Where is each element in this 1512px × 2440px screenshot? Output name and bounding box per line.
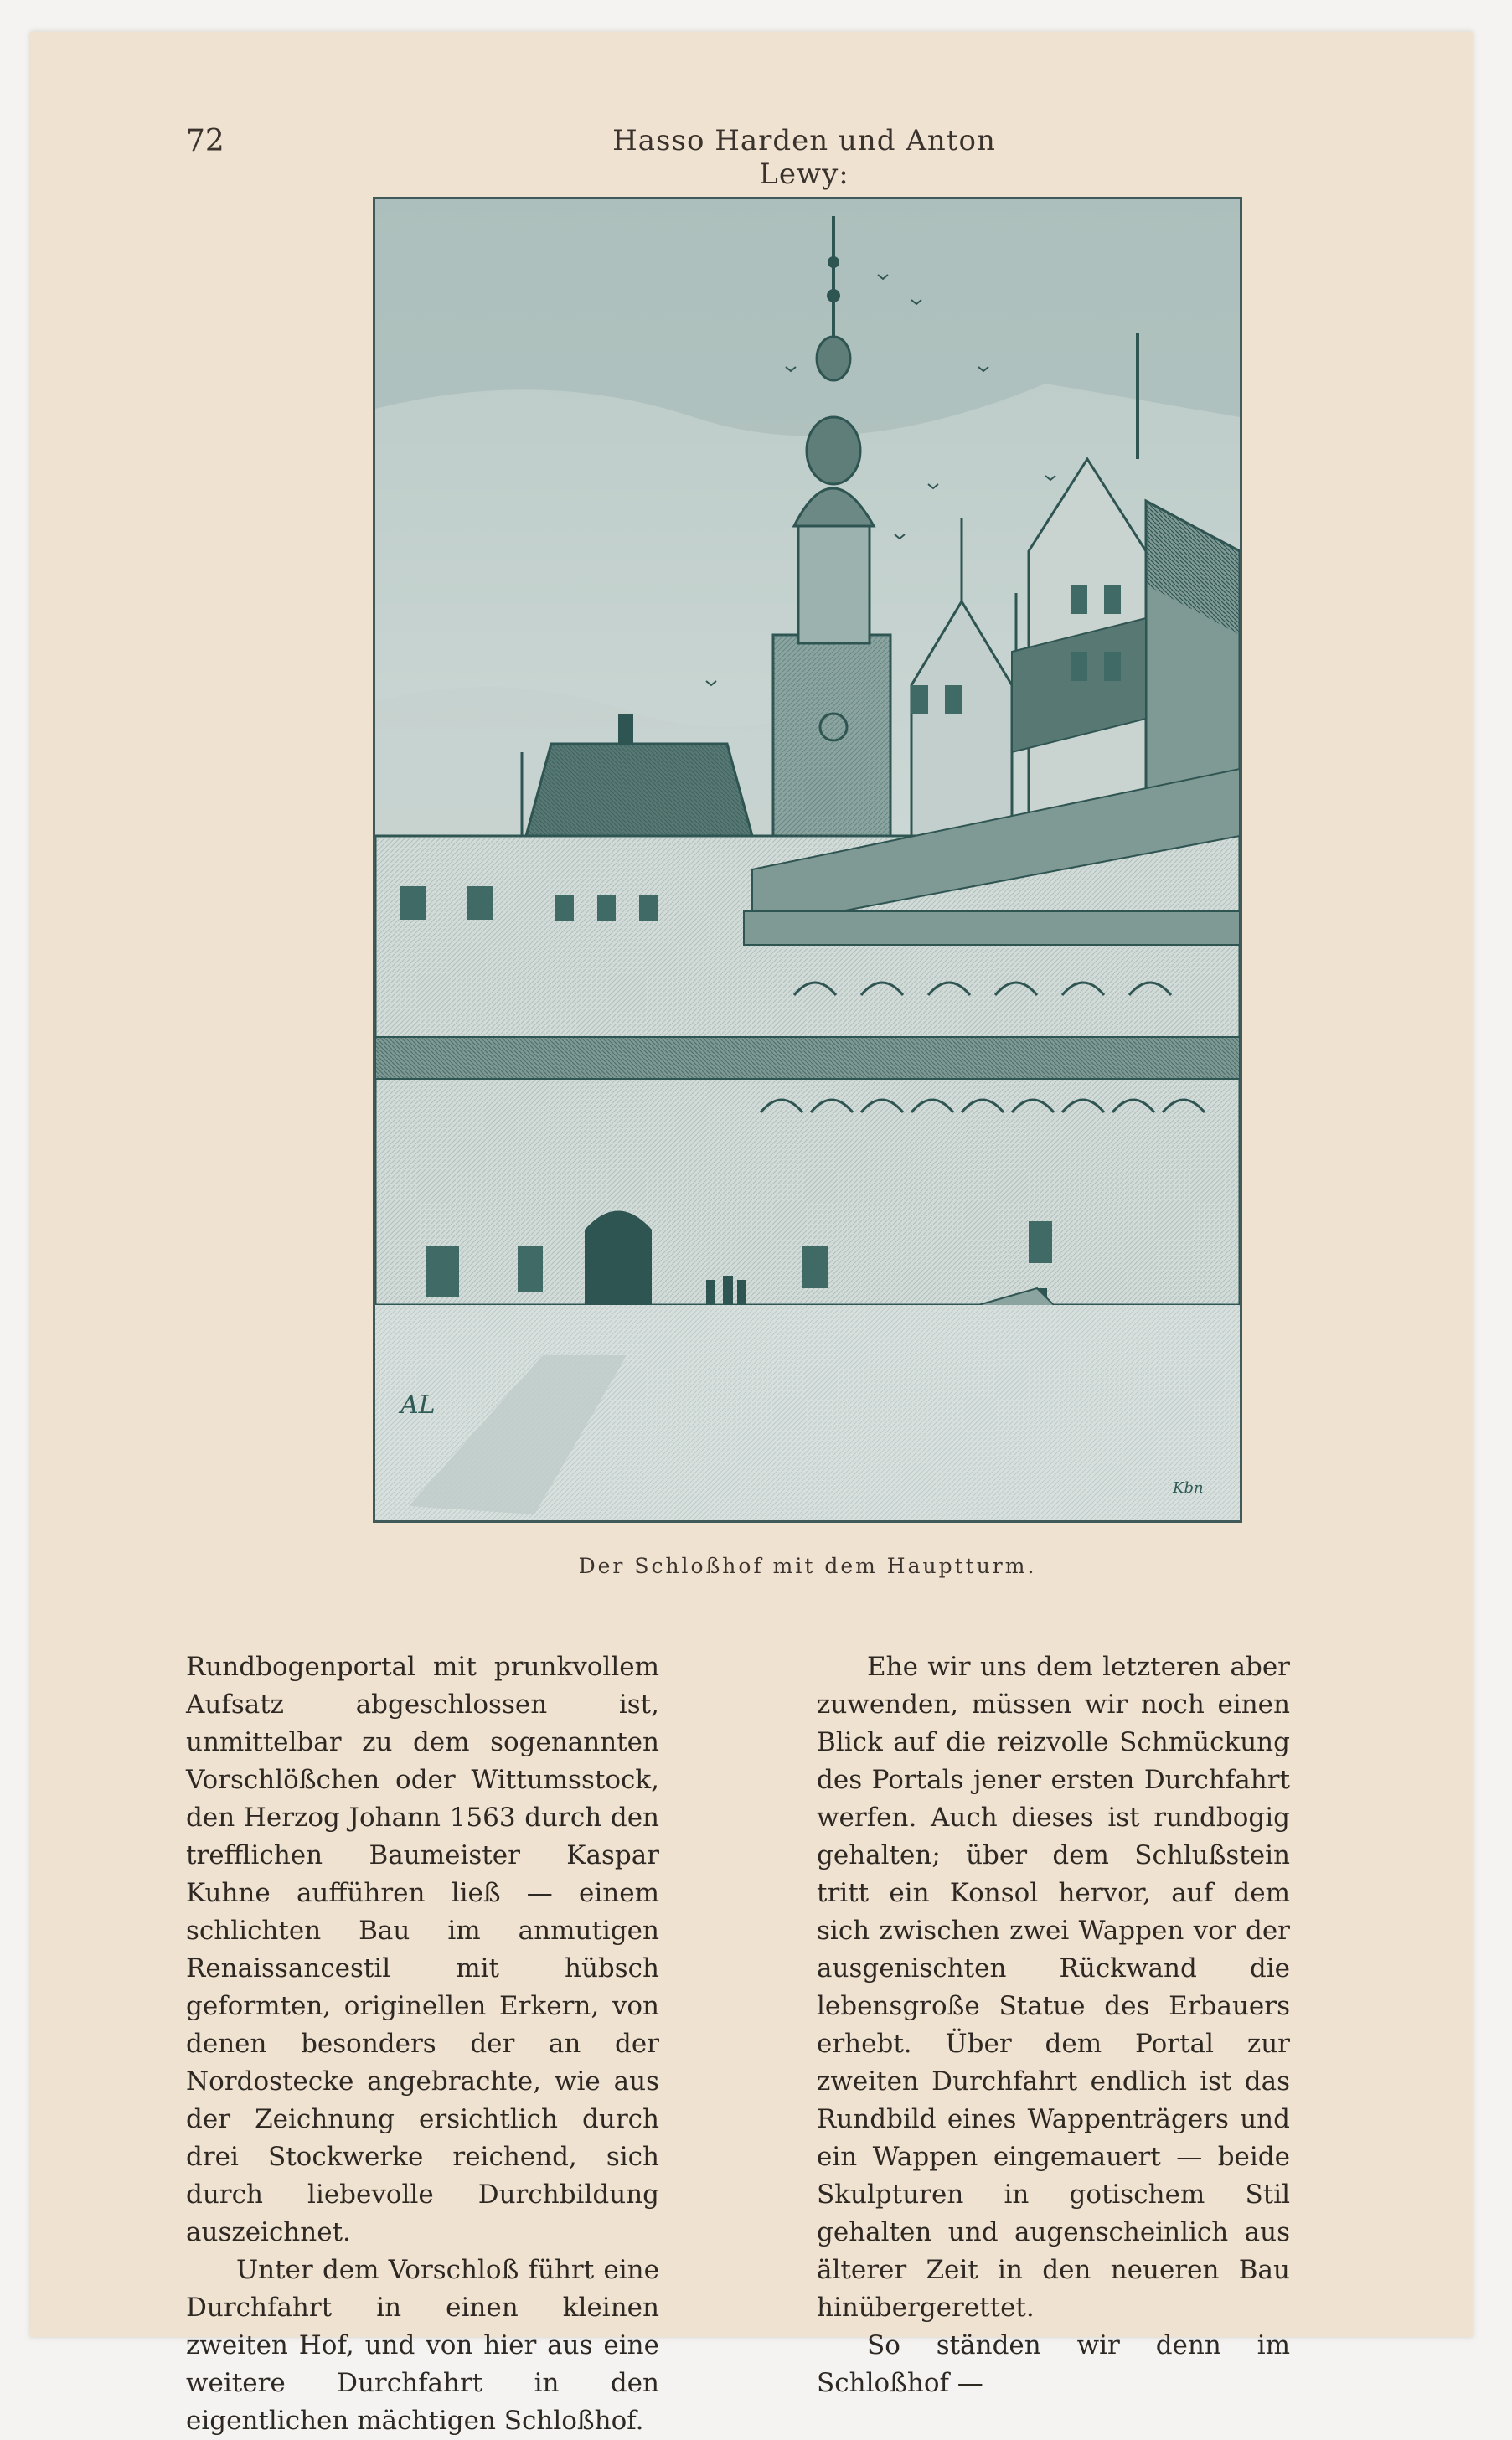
artist-signature-left: AL [400, 1390, 436, 1420]
figure-caption: Der Schloßhof mit dem Hauptturm. [578, 1554, 1037, 1578]
page-number: 72 [186, 124, 224, 158]
paragraph: Rundbogenportal mit prunkvollem Aufsatz abgeschlossen ist, unmittelbar zu dem sogenannten Vorschlößchen oder Wittumsstock, den Herzog Johann 1563 durch den trefflichen Baumeister Kaspar Kuhne aufführen ließ — einem schlichten Bau im anmutigen Renaissancestil mit hübsch geformten, originellen Erkern, von denen besonders der an der Nordostecke angebrachte, wie aus der Zeichnung ersichtlich durch drei Stockwerke reichend, sich durch liebevolle Durchbildung auszeichnet. [186, 1652, 659, 2247]
paragraph: So ständen wir denn im Schloßhof — [817, 2330, 1290, 2398]
castle-courtyard-engraving [375, 199, 1240, 1520]
text-column-left [186, 1648, 659, 2440]
engraver-signature-right: Kbn [1173, 1479, 1204, 1497]
paragraph: Ehe wir uns dem letzteren aber zuwenden, müssen wir noch einen Blick auf die reizvolle Schmückung des Portals jener ersten Durchfahrt werfen. Auch dieses ist rundbogig gehalten; über dem Schlußstein tritt ein Konsol hervor, auf dem sich zwischen zwei Wappen vor der ausgenischten Rückwand die lebensgroße Statue des Erbauers erhebt. Über dem Portal zur zweiten Durchfahrt endlich ist das Rundbild eines Wappenträgers und ein Wappen eingemauert — beide Skulpturen in gotischem Stil gehalten und augenscheinlich aus älterer Zeit in den neueren Bau hinübergerettet. [817, 1652, 1290, 2323]
paragraph: Unter dem Vorschloß führt eine Durchfahrt in einen kleinen zweiten Hof, und von hier aus eine weitere Durchfahrt in den eigentlichen mächtigen Schloßhof. [186, 2255, 659, 2436]
text-column-right [817, 1648, 1290, 2402]
running-title: Hasso Harden und Anton Lewy: [612, 124, 996, 191]
engraving-illustration [373, 197, 1242, 1523]
